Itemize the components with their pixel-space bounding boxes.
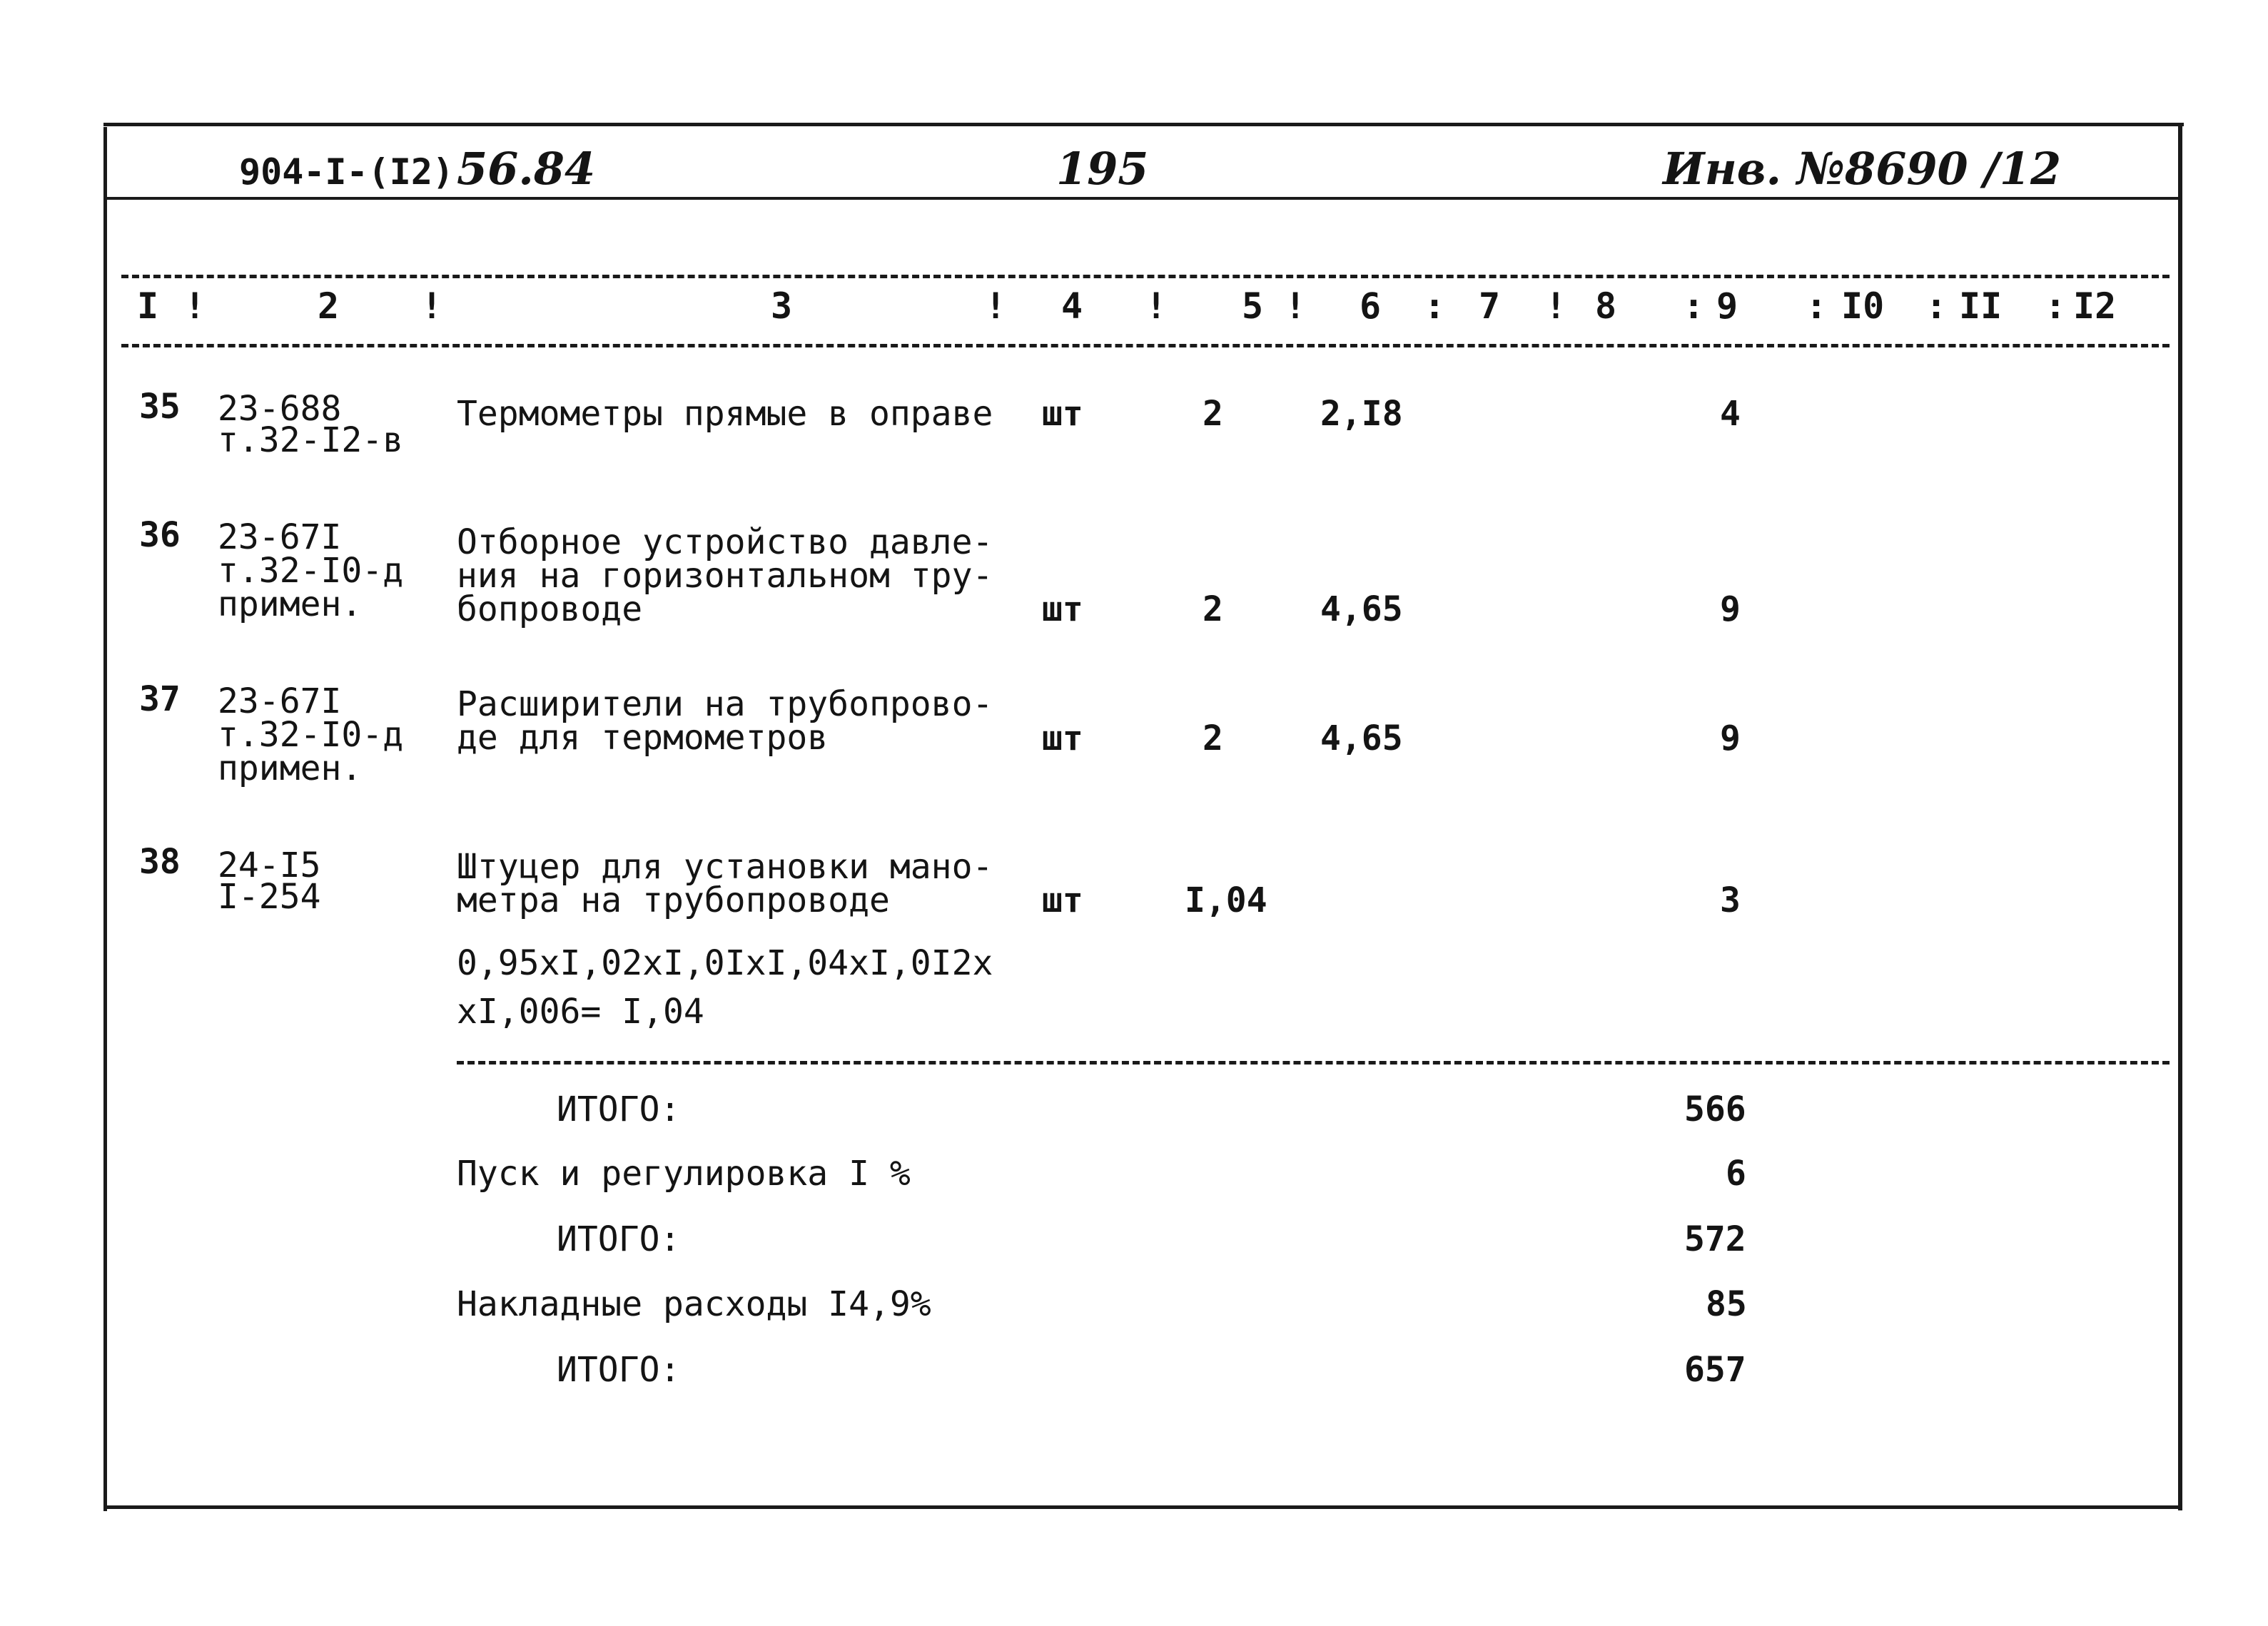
column-number-1: I — [137, 285, 159, 327]
column-header-bottom-rule — [121, 344, 2170, 347]
row-number: 37 — [139, 679, 181, 719]
column-number-11: II — [1959, 285, 2003, 327]
column-separator: ! — [1545, 285, 1567, 327]
summary-value: 657 — [1684, 1350, 1746, 1390]
row-quantity: 2 — [1203, 589, 1223, 629]
summary-value: 572 — [1684, 1219, 1746, 1259]
column-number-4: 4 — [1061, 285, 1083, 327]
column-separator: : — [1925, 285, 1948, 327]
frame-left-line — [103, 127, 107, 1511]
column-number-8: 8 — [1595, 285, 1617, 327]
column-number-5: 5 — [1242, 285, 1264, 327]
column-separator: : — [1683, 285, 1705, 327]
row-quantity: I,04 — [1185, 880, 1267, 920]
column-number-12: I2 — [2073, 285, 2117, 327]
summary-value: 85 — [1706, 1284, 1747, 1324]
row-price: 2,I8 — [1320, 394, 1403, 434]
column-separator: ! — [184, 285, 206, 327]
doc-code: 904-I-(I2) — [239, 151, 455, 193]
row-number: 36 — [139, 515, 181, 555]
summary-label: ИТОГО: — [557, 1089, 681, 1129]
column-separator: : — [1806, 285, 1828, 327]
row-code-line: примен. — [218, 748, 363, 788]
summary-label: ИТОГО: — [557, 1350, 681, 1390]
row-code-line: примен. — [218, 584, 363, 624]
row-price: 4,65 — [1320, 589, 1403, 629]
column-number-9: 9 — [1716, 285, 1738, 327]
header-divider — [107, 197, 2180, 200]
summary-label: Пуск и регулировка I % — [457, 1154, 911, 1194]
row-total: 9 — [1720, 589, 1741, 629]
column-separator: ! — [1285, 285, 1307, 327]
page-number: 195 — [1056, 143, 1149, 195]
row-code-line: т.32-I0-д — [218, 715, 404, 755]
row-description-line: Отборное устройство давле- — [457, 522, 993, 562]
row-code-line: 23-67I — [218, 681, 342, 721]
row-description-line: метра на трубопроводе — [457, 880, 890, 920]
row-unit: шт — [1042, 589, 1083, 629]
row-quantity: 2 — [1203, 718, 1223, 758]
row-unit: шт — [1042, 718, 1083, 758]
row-code-line: т.32-I0-д — [218, 551, 404, 591]
column-separator: ! — [421, 285, 443, 327]
column-number-2: 2 — [318, 285, 340, 327]
row-code-line: 23-688 — [218, 389, 342, 429]
row-description-line: Штуцер для установки мано- — [457, 847, 993, 887]
column-number-7: 7 — [1479, 285, 1501, 327]
column-separator: ! — [985, 285, 1007, 327]
row-formula-line: 0,95xI,02xI,0IxI,04xI,0I2x — [457, 943, 993, 983]
frame-bottom-line — [107, 1505, 2180, 1509]
row-number: 35 — [139, 387, 181, 427]
row-description-line: бопроводе — [457, 589, 643, 629]
row-unit: шт — [1042, 394, 1083, 434]
summary-label: Накладные расходы I4,9% — [457, 1284, 931, 1324]
row-code-line: I-254 — [218, 877, 321, 917]
column-separator: : — [2045, 285, 2067, 327]
frame-top-line — [103, 123, 2184, 126]
row-description-line: Расширители на трубопрово- — [457, 684, 993, 724]
summary-value: 6 — [1726, 1154, 1746, 1194]
row-number: 38 — [139, 842, 181, 882]
row-total: 9 — [1720, 718, 1741, 758]
row-code-line: т.32-I2-в — [218, 420, 404, 460]
row-unit: шт — [1042, 880, 1083, 920]
column-separator: : — [1424, 285, 1446, 327]
column-header-top-rule — [121, 275, 2170, 278]
frame-right-line — [2178, 123, 2182, 1510]
row-code-line: 24-I5 — [218, 845, 321, 885]
summary-value: 566 — [1684, 1089, 1746, 1129]
row-quantity: 2 — [1203, 394, 1223, 434]
column-number-6: 6 — [1360, 285, 1382, 327]
column-number-3: 3 — [771, 285, 793, 327]
row-description-line: Термометры прямые в оправе — [457, 394, 993, 434]
row-description-line: де для термометров — [457, 718, 829, 758]
row-formula-line: xI,006= I,04 — [457, 992, 704, 1032]
row-total: 4 — [1720, 394, 1741, 434]
column-separator: ! — [1145, 285, 1168, 327]
summary-rule — [457, 1061, 2170, 1064]
summary-label: ИТОГО: — [557, 1219, 681, 1259]
inventory-number: Инв. №8690 /12 — [1663, 143, 2062, 195]
doc-date: 56.84 — [457, 143, 596, 195]
row-total: 3 — [1720, 880, 1741, 920]
column-number-10: I0 — [1841, 285, 1885, 327]
row-price: 4,65 — [1320, 718, 1403, 758]
row-code-line: 23-67I — [218, 517, 342, 557]
row-description-line: ния на горизонтальном тру- — [457, 556, 993, 596]
